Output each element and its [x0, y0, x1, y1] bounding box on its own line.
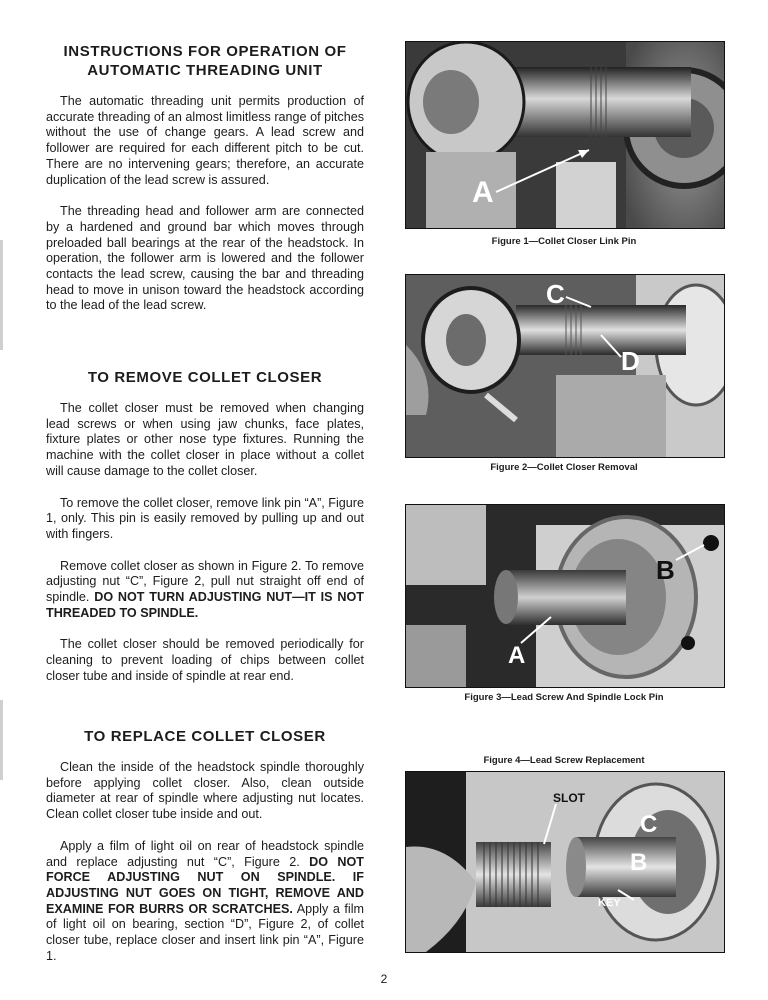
intro-section: [46, 94, 364, 314]
replace-paragraph-2-text-2: Apply a film of light oil on bearing, section “D”, Figure 2, of collet closer tube, replace closer and insert link pin “A”, Figure 1.: [46, 901, 364, 963]
remove-section: [46, 368, 364, 685]
intro-paragraph-2: The threading head and follower arm are connected by a hardened and ground bar which moves through preloaded ball bearings at the rear of the headstock. In operation, the follower arm is lowered and the follower contacts the lead screw, causing the bar and threading head to move in unison toward the headstock according to the lead of the lead screw.: [46, 204, 364, 313]
figure-3-photo: [405, 504, 725, 688]
figure-1-illustration: [406, 42, 724, 228]
remove-paragraph-3: [46, 559, 364, 622]
page-number: 2: [380, 972, 388, 986]
remove-paragraph-1: The collet closer must be removed when changing lead screws or when using jaw chunks, face plates, fixture plates or other nose type fixtures. Running the machine with the collet closer in place without a collet will cause damage to the collet closer.: [46, 401, 364, 478]
replace-section: [46, 727, 364, 964]
document-title: [46, 42, 364, 80]
replace-heading: TO REPLACE COLLET CLOSER: [84, 728, 326, 745]
figure-2-photo: [405, 274, 725, 458]
replace-paragraph-1: Clean the inside of the headstock spindle thoroughly before applying collet closer. Also, clean outside diameter at rear of spindle where adjusting nut locates. Clean collet closer tube inside and out.: [46, 760, 364, 822]
figure-3-label-a: A: [508, 642, 526, 669]
replace-paragraph-2-text: Apply a film of light oil on rear of headstock spindle and replace adjusting nut “C”, Figure 2.: [46, 838, 364, 869]
scan-edge-mark: [0, 240, 3, 350]
figure-4-label-key: KEY: [598, 897, 621, 909]
figure-1-label-a: A: [472, 176, 494, 209]
figure-2-label-c: C: [546, 279, 565, 309]
intro-paragraph-1: The automatic threading unit permits production of accurate threading of an almost limitless range of pitches without the use of change gears. A lead screw and follower are required for each different pitch to be cut. There are no intervening gears; therefore, an accurate duplication of the lead screw is assured.: [46, 94, 364, 187]
figure-3-caption: Figure 3—Lead Screw And Spindle Lock Pin: [464, 692, 664, 703]
remove-paragraph-3-text: Remove collet closer as shown in Figure 2. To remove adjusting nut “C”, Figure 2, pull nut straight off end of spindle.: [46, 558, 364, 605]
figure-1-caption: Figure 1—Collet Closer Link Pin: [491, 236, 637, 247]
remove-paragraph-4: The collet closer should be removed periodically for cleaning to prevent loading of chips between collet closer tube and inside of spindle at rear end.: [46, 637, 364, 683]
title-line-2: AUTOMATIC THREADING UNIT: [87, 62, 323, 79]
remove-paragraph-2: To remove the collet closer, remove link pin “A”, Figure 1, only. This pin is easily removed by pulling up and out with fingers.: [46, 495, 364, 541]
figure-3-label-b: B: [656, 555, 675, 585]
figure-4-label-c: C: [640, 811, 658, 838]
figure-3-illustration: [406, 505, 724, 687]
figure-4-photo: [405, 771, 725, 953]
figure-2-illustration: [406, 275, 724, 457]
replace-warning: DO NOT FORCE ADJUSTING NUT ON SPINDLE. IF ADJUSTING NUT GOES ON TIGHT, REMOVE AND EXAMINE FOR BURRS OR SCRATCHES.: [46, 854, 364, 916]
title-line-1: INSTRUCTIONS FOR OPERATION OF: [63, 43, 347, 60]
figure-2-label-d: D: [621, 346, 640, 376]
figure-2-caption: Figure 2—Collet Closer Removal: [490, 462, 638, 473]
figure-4-label-b: B: [630, 849, 648, 876]
remove-warning: DO NOT TURN ADJUSTING NUT—IT IS NOT THREADED TO SPINDLE.: [46, 590, 364, 620]
remove-heading: TO REMOVE COLLET CLOSER: [87, 369, 323, 386]
replace-paragraph-2: [46, 839, 364, 965]
figure-4-caption: Figure 4—Lead Screw Replacement: [483, 755, 645, 766]
figure-4-illustration: [406, 772, 724, 952]
figure-4-label-slot: SLOT: [553, 791, 585, 805]
scan-edge-mark: [0, 700, 3, 780]
figure-1-photo: [405, 41, 725, 229]
